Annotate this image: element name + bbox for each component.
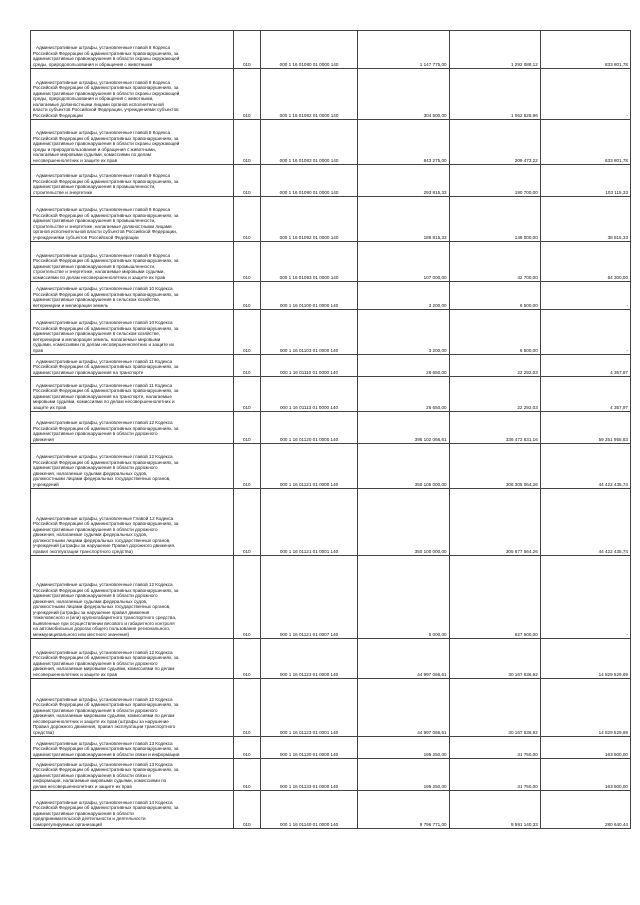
executed-amount-cell: 31 750,00 [449,759,540,791]
budget-classification-code-cell: 000 1 16 01092 01 0000 140 [260,197,358,242]
income-name-cell: Административные штрафы, установленные главой 12 Кодекса Российской Федерации об административных правонарушениях, за административные правонарушения в области дорожного движения, налагаемые мировыми судьями, комиссиями по делам несовершеннолетних и защите их прав [31,639,234,679]
income-name-cell: Административные штрафы, установленные главой 12 Кодекса Российской Федерации об административных правонарушениях, за административные правонарушения в области дорожного движения, налагаемые судьями федеральных судов, должностными лицами федеральных государственных органов, учреждений [31,444,234,489]
approved-amount-cell: 195 250,00 [358,737,449,759]
unexecuted-amount-cell: 59 251 955,63 [540,412,630,444]
executed-amount-cell: 42 700,00 [449,242,540,282]
income-name-cell: Административные штрафы, установленные главой 11 Кодекса Российской Федерации об административных правонарушениях, за административные правонарушения на транспорте, налагаемые мировыми судьями, комиссиями по делам несовершеннолетних и защите их прав [31,377,234,412]
table-row [31,759,631,791]
approved-amount-cell: 5 000,00 [358,556,449,639]
line-code-cell: 010 [233,412,260,444]
line-code-cell: 010 [233,444,260,489]
executed-amount-cell: 190 700,00 [449,165,540,197]
budget-classification-code-cell: 000 1 16 01103 01 0000 140 [260,310,358,355]
executed-amount-cell: 305 677 564,26 [449,489,540,556]
budget-classification-code-cell: 000 1 16 01123 01 0001 140 [260,679,358,737]
line-code-cell: 010 [233,759,260,791]
executed-amount-cell: 306 305 064,26 [449,444,540,489]
unexecuted-amount-cell: 44 422 435,74 [540,444,630,489]
executed-amount-cell: 22 292,03 [449,355,540,377]
income-name-cell: Административные штрафы, установленные главой 14 Кодекса Российской Федерации об административных правонарушениях, за административные правонарушения в области предпринимательской деятельности и деятельности саморегулируемых организаций [31,791,234,829]
budget-classification-code-cell: 000 1 16 01113 01 0000 140 [260,377,358,412]
table-row [31,639,631,679]
unexecuted-amount-cell: - [540,282,630,310]
unexecuted-amount-cell: 4 357,97 [540,377,630,412]
budget-classification-code-cell: 000 1 16 01080 01 0000 140 [260,31,358,69]
table-row [31,31,631,69]
budget-classification-code-cell: 000 1 16 01121 01 0001 140 [260,489,358,556]
table-row [31,737,631,759]
line-code-cell: 010 [233,679,260,737]
unexecuted-amount-cell: 103 115,33 [540,165,630,197]
unexecuted-amount-cell: 833 801,78 [540,31,630,69]
table-row [31,679,631,737]
line-code-cell: 010 [233,120,260,165]
executed-amount-cell: 6 500,00 [449,310,540,355]
table-row [31,310,631,355]
budget-classification-code-cell: 000 1 16 01123 01 0000 140 [260,639,358,679]
executed-amount-cell: 1 062 528,96 [449,69,540,120]
line-code-cell: 010 [233,31,260,69]
revenue-report-table [30,30,631,829]
executed-amount-cell: 31 750,00 [449,737,540,759]
approved-amount-cell: 26 650,00 [358,377,449,412]
unexecuted-amount-cell: 14 829 529,69 [540,639,630,679]
unexecuted-amount-cell: 163 500,00 [540,737,630,759]
approved-amount-cell: 44 997 066,61 [358,639,449,679]
unexecuted-amount-cell: 38 815,33 [540,197,630,242]
approved-amount-cell: 293 815,33 [358,165,449,197]
unexecuted-amount-cell: 44 422 435,74 [540,489,630,556]
line-code-cell: 010 [233,489,260,556]
budget-classification-code-cell: 000 1 16 01121 01 0007 140 [260,556,358,639]
budget-classification-code-cell: 000 1 16 01083 01 0000 140 [260,120,358,165]
line-code-cell: 010 [233,377,260,412]
income-name-cell: Административные штрафы, установленные Главой 12 Кодекса Российской Федерации об административных правонарушениях, за административные правонарушения в области дорожного движения, налагаемые судьями федеральных судов, должностными лицами федеральных государственных органов, учреждений (штрафы за нарушение Правил дорожного движения, правил эксплуатации транспортного средства) [31,489,234,556]
budget-classification-code-cell: 000 1 16 01133 01 0000 140 [260,759,358,791]
approved-amount-cell: 1 147 775,00 [358,31,449,69]
approved-amount-cell: 350 105 000,00 [358,444,449,489]
table-row [31,489,631,556]
executed-amount-cell: 209 473,22 [449,120,540,165]
income-name-cell: Административные штрафы, установленные главой 10 Кодекса Российской Федерации об административных правонарушениях, за административные правонарушения в сельском хозяйстве, ветеринарии и мелиорации земель, налагаемые мировыми судьями, комиссиями по делам несовершеннолетних и защите их прав [31,310,234,355]
income-name-cell: Административные штрафы, установленные главой 13 Кодекса Российской Федерации об административных правонарушениях, за административные правонарушения в области связи и информации [31,737,234,759]
approved-amount-cell: 350 100 000,00 [358,489,449,556]
income-name-cell: Административные штрафы, установленные главой 8 Кодекса Российской Федерации об административных правонарушениях, за административные правонарушения в области охраны окружающей среды, природопользования и обращения с животными [31,31,234,69]
approved-amount-cell: 304 500,00 [358,69,449,120]
budget-classification-code-cell: 000 1 16 01082 01 0000 140 [260,69,358,120]
executed-amount-cell: 627 500,00 [449,556,540,639]
budget-classification-code-cell: 000 1 16 01110 01 0000 140 [260,355,358,377]
approved-amount-cell: 186 815,33 [358,197,449,242]
executed-amount-cell: 30 167 536,92 [449,679,540,737]
line-code-cell: 010 [233,310,260,355]
approved-amount-cell: 26 650,00 [358,355,449,377]
income-name-cell: Административные штрафы, установленные главой 11 Кодекса Российской Федерации об административных правонарушениях, за административные правонарушения на транспорте [31,355,234,377]
approved-amount-cell: 395 102 066,61 [358,412,449,444]
table-row [31,412,631,444]
line-code-cell: 010 [233,165,260,197]
table-row [31,444,631,489]
income-name-cell: Административные штрафы, установленные главой 10 Кодекса Российской Федерации об административных правонарушениях, за административные правонарушения в сельском хозяйстве, ветеринарии и мелиорации земель [31,282,234,310]
approved-amount-cell: 195 250,00 [358,759,449,791]
unexecuted-amount-cell: - [540,556,630,639]
executed-amount-cell: 6 500,00 [449,282,540,310]
income-name-cell: Административные штрафы, установленные главой 12 Кодекса Российской Федерации об административных правонарушениях, за административные правонарушения в области дорожного движения, налагаемые судьями федеральных судов, должностными лицами федеральных государственных органов, учреждений (штрафы за нарушение правил движения тяжеловесного и (или) крупногабаритного транспортного средства, выявленные при осуществлении весового и габаритного контроля на автомобильных дорогах общего пользования регионального, межмуниципального или местного значения) [31,556,234,639]
line-code-cell: 010 [233,791,260,829]
table-row [31,791,631,829]
line-code-cell: 010 [233,197,260,242]
approved-amount-cell: 9 796 771,00 [358,791,449,829]
executed-amount-cell: 22 292,03 [449,377,540,412]
table-row [31,120,631,165]
unexecuted-amount-cell: 64 300,00 [540,242,630,282]
income-name-cell: Административные штрафы, установленные главой 8 Кодекса Российской Федерации об административных правонарушениях, за административные правонарушения в области охраны окружающей среды и природопользования и обращения с животными, налагаемые мировыми судьями, комиссиями по делам несовершеннолетних и защите их прав [31,120,234,165]
budget-classification-code-cell: 000 1 16 01121 01 0000 140 [260,444,358,489]
budget-classification-code-cell: 000 1 16 01100 01 0000 140 [260,282,358,310]
table-row [31,355,631,377]
unexecuted-amount-cell: - [540,310,630,355]
unexecuted-amount-cell: 14 829 529,69 [540,679,630,737]
executed-amount-cell: 9 591 140,33 [449,791,540,829]
line-code-cell: 010 [233,69,260,120]
unexecuted-amount-cell: 280 640,44 [540,791,630,829]
table-row [31,69,631,120]
income-name-cell: Административные штрафы, установленные главой 8 Кодекса Российской Федерации об административных правонарушениях, за административные правонарушения в области охраны окружающей среды, природопользования и обращения с животными, налагаемые должностными лицами органов исполнительной власти субъектов Российской Федерации, учреждениями субъектов Российской Федерации [31,69,234,120]
executed-amount-cell: 1 292 088,12 [449,31,540,69]
table-row [31,282,631,310]
budget-classification-code-cell: 000 1 16 01093 01 0000 140 [260,242,358,282]
table-row [31,556,631,639]
unexecuted-amount-cell: 163 500,00 [540,759,630,791]
approved-amount-cell: 44 997 066,61 [358,679,449,737]
approved-amount-cell: 3 200,00 [358,310,449,355]
budget-classification-code-cell: 000 1 16 01130 01 0000 140 [260,737,358,759]
line-code-cell: 010 [233,355,260,377]
executed-amount-cell: 148 000,00 [449,197,540,242]
line-code-cell: 010 [233,282,260,310]
table-row [31,165,631,197]
budget-classification-code-cell: 000 1 16 01120 01 0000 140 [260,412,358,444]
line-code-cell: 010 [233,556,260,639]
line-code-cell: 010 [233,242,260,282]
line-code-cell: 010 [233,737,260,759]
table-row [31,377,631,412]
income-name-cell: Административные штрафы, установленные главой 9 Кодекса Российской Федерации об административных правонарушениях, за административные правонарушения в промышленности, строительстве и энергетике [31,165,234,197]
table-row [31,197,631,242]
unexecuted-amount-cell: - [540,69,630,120]
approved-amount-cell: 3 200,00 [358,282,449,310]
income-name-cell: Административные штрафы, установленные главой 13 Кодекса Российской Федерации об административных правонарушениях, за административные правонарушения в области связи и информации, налагаемые мировыми судьями, комиссиями по делам несовершеннолетних и защите их прав [31,759,234,791]
income-name-cell: Административные штрафы, установленные главой 9 Кодекса Российской Федерации об административных правонарушениях, за административные правонарушения в промышленности, строительстве и энергетике, налагаемые должностными лицами органов исполнительной власти субъектов Российской Федерации, учреждениями субъектов Российской Федерации [31,197,234,242]
line-code-cell: 010 [233,639,260,679]
unexecuted-amount-cell: 4 357,97 [540,355,630,377]
unexecuted-amount-cell: 633 801,78 [540,120,630,165]
table-row [31,242,631,282]
budget-classification-code-cell: 000 1 16 01090 01 0000 140 [260,165,358,197]
income-name-cell: Административные штрафы, установленные главой 12 Кодекса Российской Федерации об административных правонарушениях, за административные правонарушения в области дорожного движения, налагаемые мировыми судьями, комиссиями по делам несовершеннолетних и защите их прав (штрафы за нарушение Правил дорожного движения, правил эксплуатации транспортного средства) [31,679,234,737]
budget-classification-code-cell: 000 1 16 01140 01 0000 140 [260,791,358,829]
income-name-cell: Административные штрафы, установленные главой 12 Кодекса Российской Федерации об административных правонарушениях, за административные правонарушения в области дорожного движения [31,412,234,444]
income-name-cell: Административные штрафы, установленные главой 9 Кодекса Российской Федерации об административных правонарушениях, за административные правонарушения в промышленности, строительстве и энергетике, налагаемые мировыми судьями, комиссиями по делам несовершеннолетних и защите их прав [31,242,234,282]
executed-amount-cell: 30 167 536,92 [449,639,540,679]
executed-amount-cell: 336 472 631,16 [449,412,540,444]
approved-amount-cell: 843 275,00 [358,120,449,165]
approved-amount-cell: 107 000,00 [358,242,449,282]
